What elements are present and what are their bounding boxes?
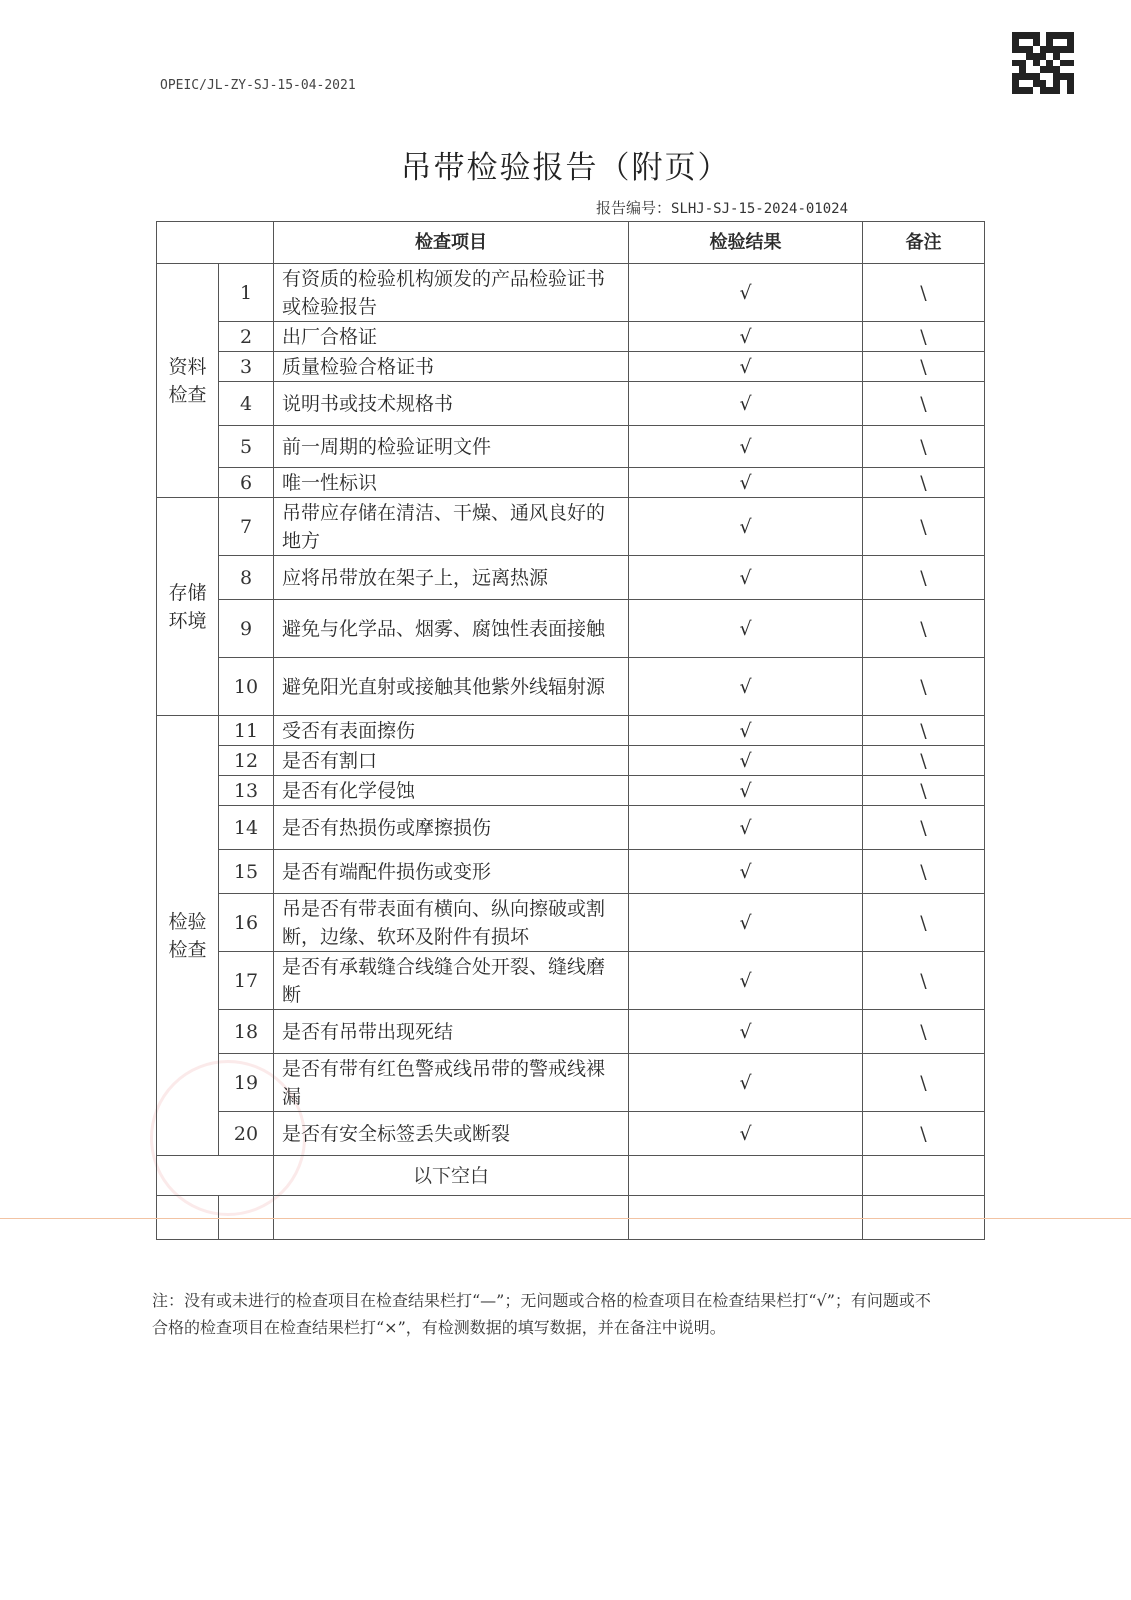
table-row [157, 952, 985, 1010]
row-number: 3 [219, 352, 274, 382]
header-result: 检验结果 [629, 222, 863, 264]
report-number [596, 197, 848, 218]
row-result: √ [629, 776, 863, 806]
row-remark: \ [863, 264, 985, 322]
row-remark: \ [863, 1054, 985, 1112]
report-number-label: 报告编号： [596, 199, 672, 217]
row-item: 是否有割口 [274, 746, 629, 776]
row-result: √ [629, 468, 863, 498]
row-remark: \ [863, 322, 985, 352]
row-item: 避免与化学品、烟雾、腐蚀性表面接触 [274, 600, 629, 658]
row-item: 是否有热损伤或摩擦损伤 [274, 806, 629, 850]
row-remark: \ [863, 426, 985, 468]
row-remark: \ [863, 850, 985, 894]
page-title: 吊带检验报告（附页） [400, 150, 731, 186]
row-remark: \ [863, 716, 985, 746]
table-row [157, 658, 985, 716]
row-remark: \ [863, 556, 985, 600]
row-item: 是否有承载缝合线缝合处开裂、缝线磨断 [274, 952, 629, 1010]
blank-cell [629, 1156, 863, 1196]
row-remark: \ [863, 894, 985, 952]
row-number: 11 [219, 716, 274, 746]
row-result: √ [629, 716, 863, 746]
row-remark: \ [863, 498, 985, 556]
category-cell: 资料检查 [157, 264, 219, 498]
row-item: 受否有表面擦伤 [274, 716, 629, 746]
table-row [157, 426, 985, 468]
row-number: 14 [219, 806, 274, 850]
table-row [157, 556, 985, 600]
row-result: √ [629, 894, 863, 952]
row-remark: \ [863, 468, 985, 498]
row-number: 7 [219, 498, 274, 556]
row-remark: \ [863, 746, 985, 776]
table-row [157, 716, 985, 746]
row-number: 6 [219, 468, 274, 498]
row-result: √ [629, 556, 863, 600]
row-remark: \ [863, 352, 985, 382]
table-header-row [157, 222, 985, 264]
table-row [157, 894, 985, 952]
table-row [157, 468, 985, 498]
row-result: √ [629, 806, 863, 850]
row-item: 吊是否有带表面有横向、纵向擦破或割断，边缘、软环及附件有损坏 [274, 894, 629, 952]
row-number: 15 [219, 850, 274, 894]
row-result: √ [629, 322, 863, 352]
row-result: √ [629, 264, 863, 322]
table-row [157, 498, 985, 556]
row-result: √ [629, 746, 863, 776]
row-remark: \ [863, 806, 985, 850]
row-number: 8 [219, 556, 274, 600]
header-remark: 备注 [863, 222, 985, 264]
blank-row [157, 1156, 985, 1196]
row-remark: \ [863, 658, 985, 716]
table-row [157, 1112, 985, 1156]
row-item: 是否有安全标签丢失或断裂 [274, 1112, 629, 1156]
row-number: 12 [219, 746, 274, 776]
table-row [157, 382, 985, 426]
scan-line [0, 1218, 1131, 1219]
row-result: √ [629, 426, 863, 468]
row-item: 避免阳光直射或接触其他紫外线辐射源 [274, 658, 629, 716]
table-row [157, 600, 985, 658]
table-row [157, 850, 985, 894]
blank-cell [863, 1156, 985, 1196]
row-number: 10 [219, 658, 274, 716]
row-result: √ [629, 952, 863, 1010]
row-number: 4 [219, 382, 274, 426]
row-result: √ [629, 1112, 863, 1156]
row-remark: \ [863, 600, 985, 658]
row-result: √ [629, 382, 863, 426]
row-result: √ [629, 658, 863, 716]
row-result: √ [629, 352, 863, 382]
table-row [157, 1054, 985, 1112]
table-row [157, 806, 985, 850]
report-number-value: SLHJ-SJ-15-2024-01024 [671, 201, 849, 217]
row-item: 应将吊带放在架子上，远离热源 [274, 556, 629, 600]
blank-text: 以下空白 [274, 1156, 629, 1196]
footnote: 注：没有或未进行的检查项目在检查结果栏打“—”；无问题或合格的检查项目在检查结果栏打“√”；有问题或不合格的检查项目在检查结果栏打“×”，有检测数据的填写数据，并在备注中说明。 [152, 1291, 931, 1337]
row-result: √ [629, 600, 863, 658]
row-item: 吊带应存储在清洁、干燥、通风良好的地方 [274, 498, 629, 556]
row-item: 出厂合格证 [274, 322, 629, 352]
table-row [157, 746, 985, 776]
row-item: 是否有吊带出现死结 [274, 1010, 629, 1054]
row-number: 20 [219, 1112, 274, 1156]
row-number: 2 [219, 322, 274, 352]
row-number: 13 [219, 776, 274, 806]
qr-code-icon [1012, 32, 1074, 94]
row-remark: \ [863, 1010, 985, 1054]
row-item: 唯一性标识 [274, 468, 629, 498]
header-blank [157, 222, 274, 264]
inspection-table [156, 221, 985, 1240]
row-result: √ [629, 1010, 863, 1054]
row-number: 1 [219, 264, 274, 322]
row-item: 是否有带有红色警戒线吊带的警戒线裸漏 [274, 1054, 629, 1112]
row-result: √ [629, 1054, 863, 1112]
row-item: 是否有化学侵蚀 [274, 776, 629, 806]
row-item: 说明书或技术规格书 [274, 382, 629, 426]
row-number: 17 [219, 952, 274, 1010]
row-number: 19 [219, 1054, 274, 1112]
category-cell: 存储环境 [157, 498, 219, 716]
blank-cell [157, 1156, 274, 1196]
row-number: 18 [219, 1010, 274, 1054]
row-result: √ [629, 498, 863, 556]
row-item: 质量检验合格证书 [274, 352, 629, 382]
table-row [157, 776, 985, 806]
row-item: 是否有端配件损伤或变形 [274, 850, 629, 894]
table-row [157, 1010, 985, 1054]
header-item: 检查项目 [274, 222, 629, 264]
row-item: 有资质的检验机构颁发的产品检验证书或检验报告 [274, 264, 629, 322]
document-code: OPEIC/JL-ZY-SJ-15-04-2021 [160, 78, 356, 93]
table-row [157, 352, 985, 382]
row-result: √ [629, 850, 863, 894]
row-item: 前一周期的检验证明文件 [274, 426, 629, 468]
row-number: 16 [219, 894, 274, 952]
row-remark: \ [863, 776, 985, 806]
row-remark: \ [863, 1112, 985, 1156]
category-cell: 检验检查 [157, 716, 219, 1156]
row-remark: \ [863, 952, 985, 1010]
row-number: 9 [219, 600, 274, 658]
table-row [157, 322, 985, 352]
row-remark: \ [863, 382, 985, 426]
table-row [157, 264, 985, 322]
row-number: 5 [219, 426, 274, 468]
